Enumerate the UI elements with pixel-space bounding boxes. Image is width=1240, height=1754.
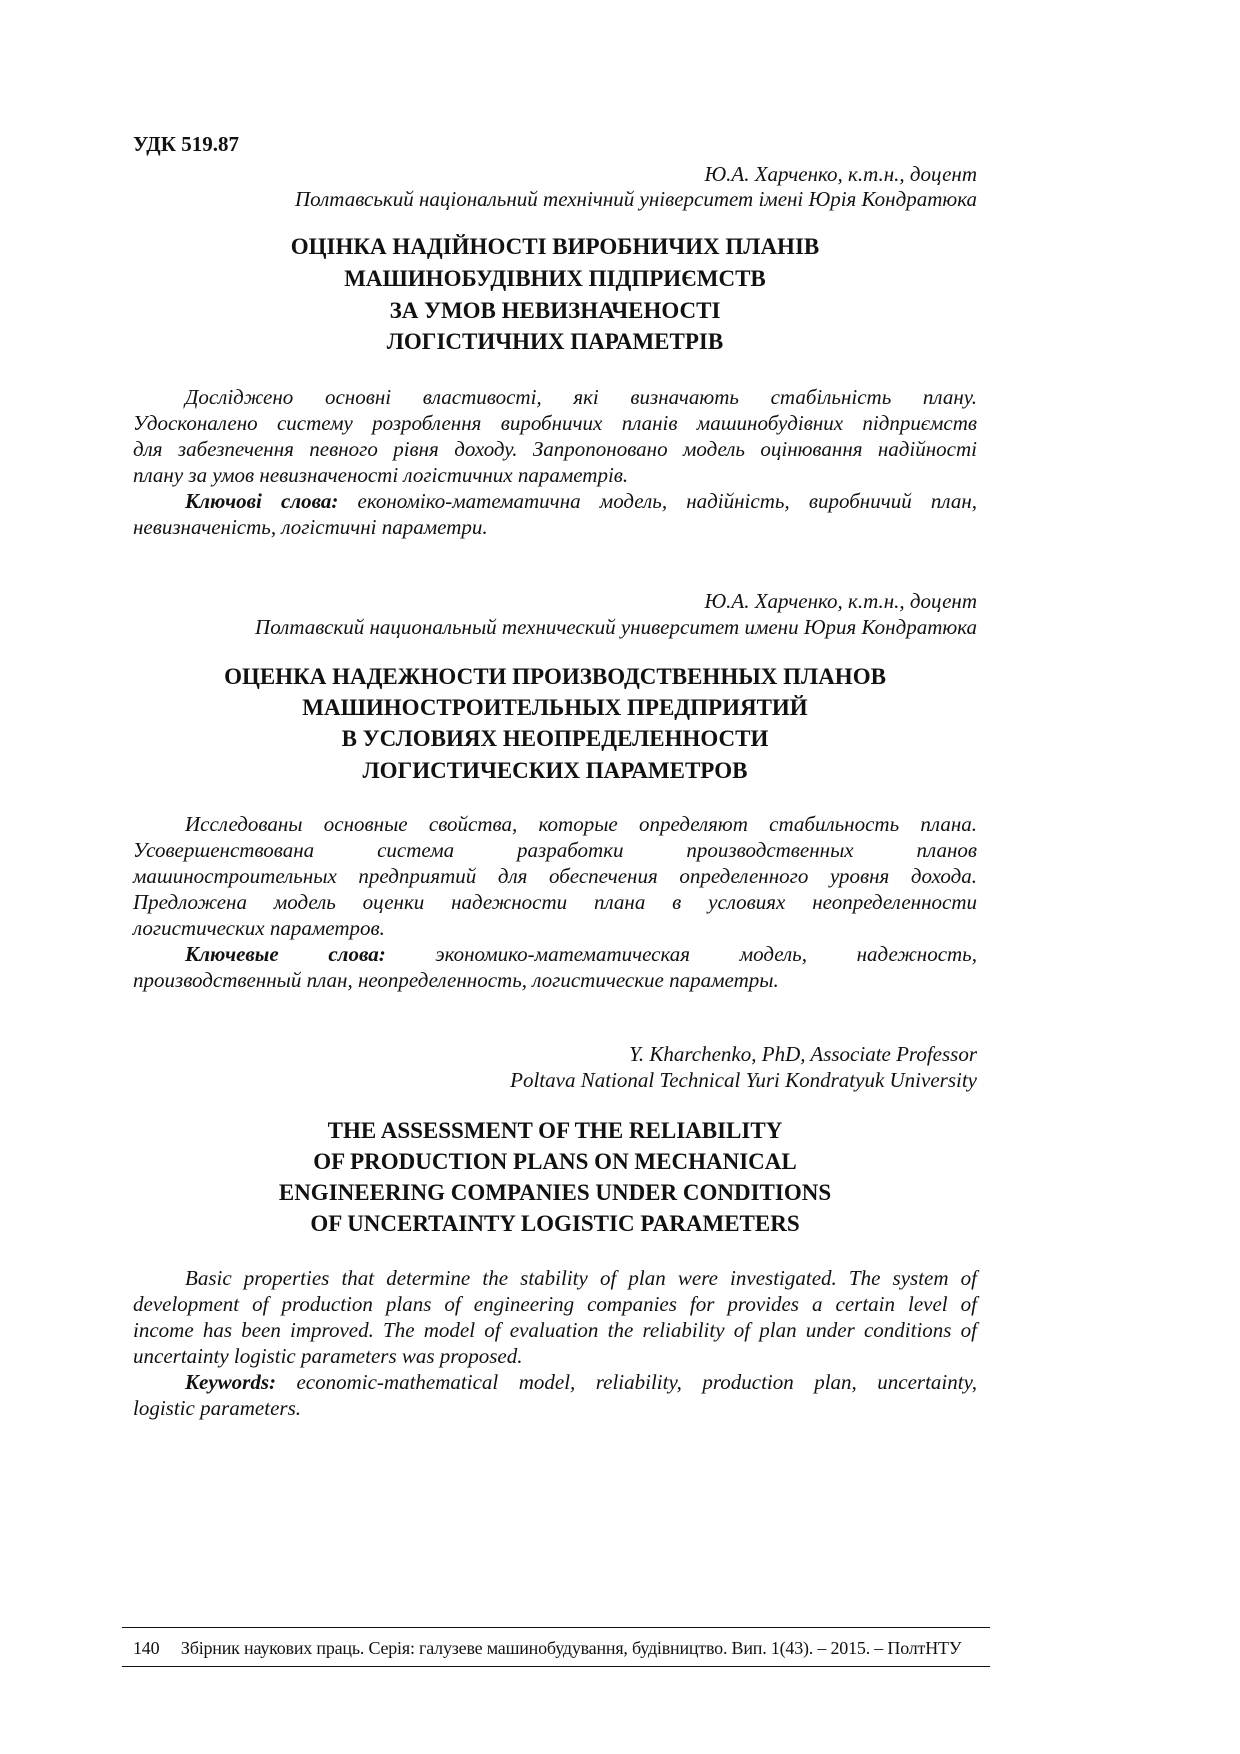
author-line: Ю.А. Харченко, к.т.н., доцент bbox=[704, 162, 977, 186]
keywords-text: economic-mathematical model, reliability, production plan, uncertainty, bbox=[276, 1370, 977, 1394]
title-line: OF PRODUCTION PLANS ON MECHANICAL bbox=[313, 1149, 797, 1174]
title-line: ЛОГИСТИЧЕСКИХ ПАРАМЕТРОВ bbox=[362, 758, 748, 783]
page-footer bbox=[133, 1638, 961, 1659]
title-line: ENGINEERING COMPANIES UNDER CONDITIONS bbox=[278, 1180, 832, 1205]
affiliation-line: Poltava National Technical Yuri Kondratyuk University bbox=[510, 1068, 977, 1092]
keywords-line: logistic parameters. bbox=[133, 1396, 301, 1420]
abstract-line: Досліджено основні властивості, які визначають стабільність плану. bbox=[185, 385, 977, 409]
abstract-line: машиностроительных предприятий для обеспечения определенного уровня дохода. bbox=[133, 864, 977, 888]
keywords-label: Ключові слова: bbox=[185, 489, 339, 513]
keywords-label: Keywords: bbox=[185, 1370, 276, 1394]
abstract-line: income has been improved. The model of evaluation the reliability of plan under conditions of bbox=[133, 1318, 977, 1342]
title-line: OF UNCERTAINTY LOGISTIC PARAMETERS bbox=[310, 1211, 800, 1236]
keywords-line bbox=[185, 488, 977, 514]
affiliation-line: Полтавский национальный технический университет имени Юрия Кондратюка bbox=[255, 615, 977, 639]
title-line: ОЦЕНКА НАДЕЖНОСТИ ПРОИЗВОДСТВЕННЫХ ПЛАНОВ bbox=[224, 664, 886, 689]
affiliation-line: Полтавський національний технічний університет імені Юрія Кондратюка bbox=[294, 187, 977, 211]
keywords-line: производственный план, неопределенность, логистические параметры. bbox=[133, 968, 779, 992]
title-line: ЛОГІСТИЧНИХ ПАРАМЕТРІВ bbox=[386, 329, 724, 354]
title-line: МАШИНОСТРОИТЕЛЬНЫХ ПРЕДПРИЯТИЙ bbox=[302, 695, 808, 720]
abstract-line: Исследованы основные свойства, которые определяют стабильность плана. bbox=[185, 812, 977, 836]
keywords-line: невизначеність, логістичні параметри. bbox=[133, 515, 488, 539]
author-line: Ю.А. Харченко, к.т.н., доцент bbox=[704, 589, 977, 613]
abstract-line: Усовершенствована система разработки производственных планов bbox=[133, 838, 977, 862]
page-number: 140 bbox=[133, 1638, 160, 1658]
title-line: ОЦІНКА НАДІЙНОСТІ ВИРОБНИЧИХ ПЛАНІВ bbox=[290, 234, 820, 259]
author-line: Y. Kharchenko, PhD, Associate Professor bbox=[629, 1042, 977, 1066]
keywords-text: економіко-математична модель, надійність, виробничий план, bbox=[338, 489, 977, 513]
abstract-line: uncertainty logistic parameters was proposed. bbox=[133, 1344, 523, 1368]
abstract-line: development of production plans of engineering companies for provides a certain level of bbox=[133, 1292, 977, 1316]
udc-code: УДК 519.87 bbox=[133, 132, 239, 156]
title-line: ЗА УМОВ НЕВИЗНАЧЕНОСТІ bbox=[389, 298, 721, 323]
abstract-line: Удосконалено систему розроблення виробничих планів машинобудівних підприємств bbox=[133, 411, 977, 435]
abstract-line: логистических параметров. bbox=[133, 916, 385, 940]
keywords-line bbox=[185, 1369, 977, 1395]
title-line: В УСЛОВИЯХ НЕОПРЕДЕЛЕННОСТИ bbox=[341, 726, 769, 751]
keywords-label: Ключевые слова: bbox=[185, 942, 386, 966]
title-line: МАШИНОБУДІВНИХ ПІДПРИЄМСТВ bbox=[344, 266, 766, 291]
abstract-line: плану за умов невизначеності логістичних параметрів. bbox=[133, 463, 629, 487]
footer-bottom-rule bbox=[122, 1666, 990, 1667]
abstract-line: Предложена модель оценки надежности плана в условиях неопределенности bbox=[133, 890, 977, 914]
title-line: THE ASSESSMENT OF THE RELIABILITY bbox=[327, 1118, 783, 1143]
abstract-line: Basic properties that determine the stability of plan were investigated. The system of bbox=[185, 1266, 977, 1290]
footer-top-rule bbox=[122, 1627, 990, 1628]
abstract-line: для забезпечення певного рівня доходу. Запропоновано модель оцінювання надійності bbox=[133, 437, 977, 461]
keywords-line bbox=[185, 941, 977, 967]
journal-citation: Збірник наукових праць. Серія: галузеве машинобудування, будівництво. Вип. 1(43). – 2015. – ПолтНТУ bbox=[180, 1638, 962, 1658]
keywords-text: экономико-математическая модель, надежность, bbox=[385, 942, 977, 966]
